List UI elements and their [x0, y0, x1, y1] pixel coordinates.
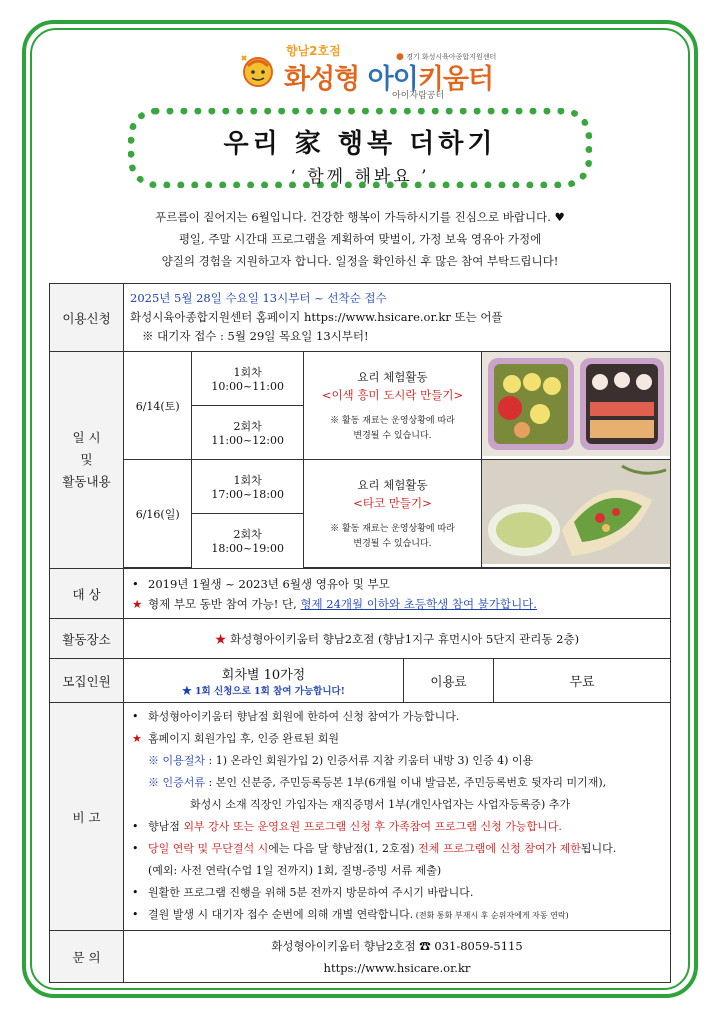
logo — [236, 40, 496, 100]
contact-phone: 화성형아이키움터 향남2호점 ☎ 031-8059-5115 — [271, 938, 523, 953]
row-target: 대 상 • 2019년 1월생 ~ 2023년 6월생 영유아 및 부모 ★ 형제 부모 동반 참여 가능! 단, 형제 24개월 이하와 초등학생 참여 불가합니다. — [50, 569, 671, 619]
place-text: 화성형아이키움터 향남2호점 (향남1지구 휴먼시아 5단지 관리동 2층) — [230, 631, 580, 646]
label-schedule: 일 시 및 활동내용 — [50, 352, 124, 569]
label-recruit: 모집인원 — [50, 659, 124, 703]
page-subtitle: ‘ 함께 해봐요 ’ — [290, 167, 430, 187]
row-place — [50, 619, 671, 659]
label-target: 대 상 — [50, 569, 124, 619]
recruit-count: 회차별 10가정 — [221, 668, 306, 683]
taco-photo — [481, 460, 670, 568]
apply-period: 2025년 5월 28일 수요일 13시부터 ~ 선착순 접수 — [130, 291, 387, 305]
row-recruit — [50, 659, 671, 703]
day2-slot2: 2회차 18:00~19:00 — [192, 514, 304, 568]
label-apply: 이용신청 — [50, 284, 124, 352]
day1-activity: 요리 체험활동 <이색 흥미 도시락 만들기> ※ 활동 재료는 운영상황에 따라 변경될 수 있습니다. — [304, 352, 482, 460]
row-schedule — [50, 352, 671, 569]
sun-face-icon — [238, 50, 278, 90]
info-table — [49, 283, 671, 983]
target-restriction: 형제 24개월 이하와 초등학생 참여 불가합니다. — [300, 596, 537, 611]
logo-tagline: 아이자람공터 — [392, 91, 445, 101]
day1-slot2: 2회차 11:00~12:00 — [192, 406, 304, 460]
apply-waitlist: ※ 대기자 접수 : 5월 29일 목요일 13시부터! — [142, 329, 369, 343]
day2-activity: 요리 체험활동 <타코 만들기> ※ 활동 재료는 운영상황에 따라 변경될 수 있습니다. — [304, 460, 482, 568]
logo-name: 화성형 아이키움터 — [284, 64, 494, 95]
target-sibling: 형제 부모 동반 참여 가능! 단, — [148, 596, 301, 611]
intro-text: 푸르름이 짙어지는 6월입니다. 건강한 행복이 가득하시기를 진심으로 바랍니다. ♥ 평일, 주말 시간대 프로그램을 계획하여 맞벌이, 가정 보육 영유아 가정에 양질의 경험을 지원하고자 합니다. 일정을 확인하신 후 많은 참여 부탁드립니다! — [155, 210, 565, 268]
day2-slot1: 1회차 17:00~18:00 — [192, 460, 304, 514]
logo-branch: 향남2호점 — [286, 44, 341, 58]
label-remarks: 비 고 — [50, 703, 124, 931]
label-place: 활동장소 — [50, 619, 124, 659]
contact-url[interactable]: https://www.hsicare.or.kr — [323, 960, 471, 975]
lunchbox-photo — [481, 352, 670, 460]
row-contact — [50, 931, 671, 983]
label-fee: 이용료 — [404, 659, 494, 703]
title-box — [128, 108, 592, 188]
star-icon: ★ — [214, 631, 227, 646]
org-dot-icon: ● — [396, 52, 404, 62]
day1-date: 6/14(토) — [124, 352, 192, 460]
fee-value: 무료 — [494, 659, 671, 703]
recruit-note: ★ 1회 신청으로 1회 참여 가능합니다! — [182, 686, 345, 697]
apply-method: 화성시육아종합지원센터 홈페이지 https://www.hsicare.or.kr 또는 어플 — [130, 310, 503, 324]
day2-date: 6/16(일) — [124, 460, 192, 568]
schedule-table — [124, 352, 670, 568]
label-contact: 문 의 — [50, 931, 124, 983]
row-remarks: 비 고 • 화성형아이키움터 향남점 회원에 한하여 신청 참여가 가능합니다. ★ 홈페이지 회원가입 후, 인증 완료된 회원 ※ 이용절차 : 1) 온라인 회원가입 2) 인증서류 지참 키움터 내방 3) 인증 4) 이용 ※ 인증서류 : 본인 신분증, 주민등록등본 1부(6개월 이내 발급본, 주민등록번호 뒷자리 미기재), 화성시 소재 직장인 가입자는 재직증명서 1부(개인사업자는 사업자등록증) 추가 • 향남점 외부 강사 또는 운영요원 프로그램 신청 후 가족참여 프로그램 신청 가능합니다. • 당일 연락 및 무단결석 시에는 다음 달 향남점(1, 2호점) 전체 프로그램에 신청 참여가 제한됩니다. (예외: 사전 연락(수업 1일 전까지) 1회, 질병-증빙 서류 제출) • 원활한 프로그램 진행을 위해 5분 전까지 방문하여 주시기 바랍니다. • 결원 발생 시 대기자 접수 순번에 의해 개별 연락합니다. (전화 통화 부재시 후 순위자에게 자동 연락) — [50, 703, 671, 931]
row-apply — [50, 284, 671, 352]
day1-slot1: 1회차 10:00~11:00 — [192, 352, 304, 406]
page-title: 우리 家 행복 더하기 — [223, 129, 497, 159]
org-logo: ● 경기 화성시육아종합지원센터 — [396, 52, 497, 62]
target-age: 2019년 1월생 ~ 2023년 6월생 영유아 및 부모 — [148, 576, 390, 591]
